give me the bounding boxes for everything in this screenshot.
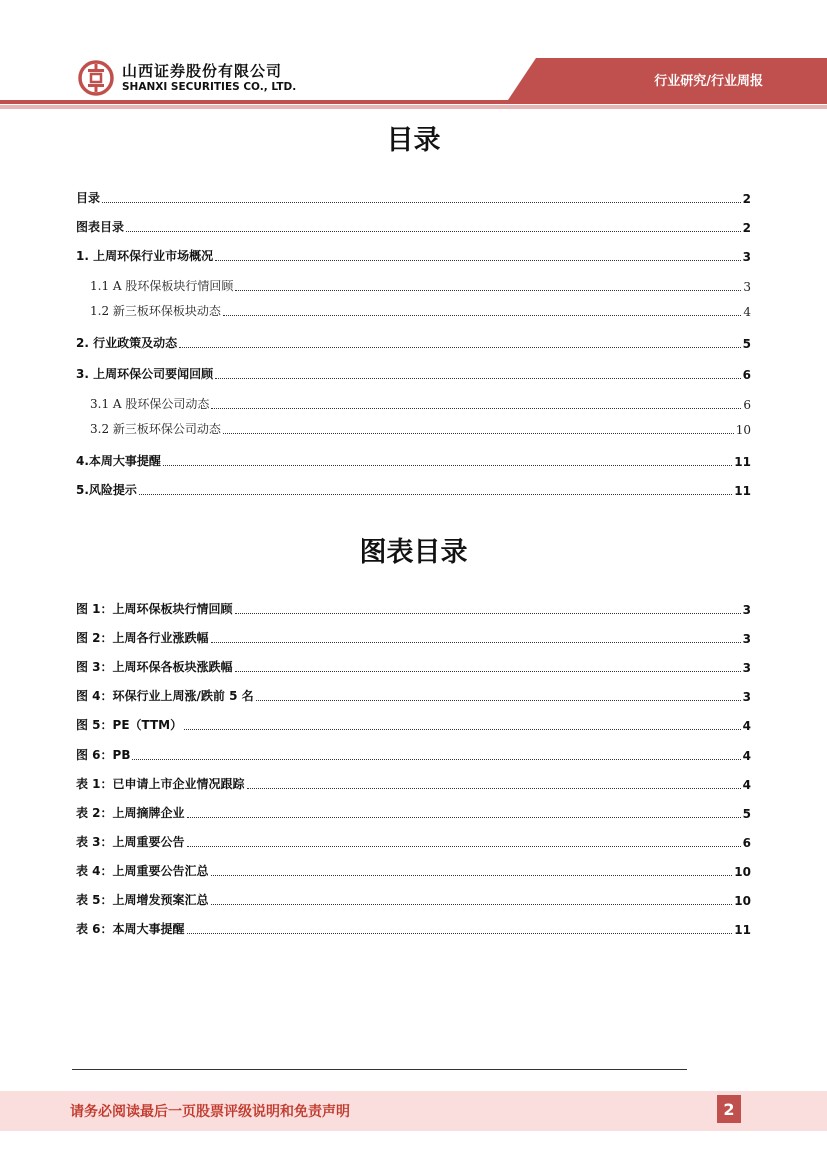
company-name-cn: 山西证券股份有限公司	[122, 62, 283, 80]
toc-entry-page: 2	[742, 192, 751, 206]
toc-entry-page: 11	[734, 484, 751, 498]
header-rule	[0, 100, 827, 104]
figure-entry-page: 10	[734, 894, 751, 908]
figure-entry-label: 图 4：环保行业上周涨/跌前 5 名	[76, 689, 254, 703]
figure-entry-label: 图 1：上周环保板块行情回顾	[76, 602, 233, 616]
toc-entry-label: 1.1 A 股环保板块行情回顾	[90, 279, 234, 293]
toc-entry-page: 5	[742, 337, 751, 351]
figure-entry-page: 6	[742, 836, 751, 850]
dot-leader	[184, 728, 741, 730]
toc-entry-page: 4	[743, 305, 751, 319]
figure-entry[interactable]	[76, 803, 751, 821]
toc-title: 目录	[386, 125, 441, 156]
toc-entry[interactable]	[76, 217, 751, 235]
figure-entry-page: 3	[742, 603, 751, 617]
toc-entry-page: 2	[742, 221, 751, 235]
toc-entry-page: 3	[743, 280, 751, 294]
toc-entry[interactable]	[90, 394, 751, 412]
dot-leader	[187, 932, 733, 934]
figure-entry-label: 图 2：上周各行业涨跌幅	[76, 631, 209, 645]
toc-entry[interactable]	[76, 333, 751, 351]
figure-entry[interactable]	[76, 919, 751, 937]
figure-entry[interactable]	[76, 715, 751, 733]
toc-entry-label: 3. 上周环保公司要闻回顾	[76, 367, 214, 381]
page-header	[0, 0, 827, 110]
toc-entry[interactable]	[90, 301, 751, 319]
figure-entry-label: 表 6：本周大事提醒	[76, 922, 185, 936]
dot-leader	[211, 407, 741, 409]
figure-entry-label: 表 4：上周重要公告汇总	[76, 864, 209, 878]
figure-entry[interactable]	[76, 861, 751, 879]
figure-entry-label: 表 1：已申请上市企业情况跟踪	[76, 777, 245, 791]
figure-entry-page: 3	[742, 632, 751, 646]
toc-entry[interactable]	[76, 480, 751, 498]
toc-entry-label: 2. 行业政策及动态	[76, 336, 178, 350]
figures-title: 图表目录	[359, 537, 468, 568]
figure-entry-page: 3	[742, 690, 751, 704]
toc-entry-page: 11	[734, 455, 751, 469]
toc-entry-label: 3.1 A 股环保公司动态	[90, 397, 210, 411]
dot-leader	[256, 699, 741, 701]
toc-entry-label: 1.2 新三板环保板块动态	[90, 304, 221, 318]
figure-entry[interactable]	[76, 657, 751, 675]
dot-leader	[223, 314, 741, 316]
dot-leader	[187, 816, 741, 818]
toc-entry-page: 6	[743, 398, 751, 412]
toc-entry-label: 5.风险提示	[76, 483, 137, 497]
toc-entry-page: 6	[742, 368, 751, 382]
toc-entry-page: 3	[742, 250, 751, 264]
figure-entry[interactable]	[76, 832, 751, 850]
toc-entry[interactable]	[76, 188, 751, 206]
figure-entry[interactable]	[76, 890, 751, 908]
dot-leader	[211, 641, 741, 643]
toc-entry-label: 目录	[76, 191, 101, 205]
dot-leader	[247, 787, 741, 789]
toc-entry-label: 图表目录	[76, 220, 125, 234]
footer-rule	[72, 1069, 687, 1070]
toc-entry-label: 1. 上周环保行业市场概况	[76, 249, 214, 263]
figure-entry-label: 图 5：PE（TTM）	[76, 718, 183, 732]
figure-entry-label: 表 5：上周增发预案汇总	[76, 893, 209, 907]
dot-leader	[235, 289, 741, 291]
figure-entry-page: 3	[742, 661, 751, 675]
dot-leader	[102, 201, 741, 203]
figure-entry-label: 图 3：上周环保各板块涨跌幅	[76, 660, 233, 674]
toc-entry-label: 3.2 新三板环保公司动态	[90, 422, 221, 436]
figure-entry-page: 5	[742, 807, 751, 821]
dot-leader	[211, 874, 733, 876]
dot-leader	[126, 230, 741, 232]
toc-entry[interactable]	[90, 276, 751, 294]
shanxi-securities-logo-icon	[78, 60, 114, 96]
dot-leader	[179, 346, 741, 348]
figure-entry-label: 表 2：上周摘牌企业	[76, 806, 185, 820]
dot-leader	[235, 612, 741, 614]
dot-leader	[215, 259, 741, 261]
dot-leader	[139, 493, 732, 495]
dot-leader	[132, 758, 740, 760]
dot-leader	[163, 464, 732, 466]
figure-entry[interactable]	[76, 745, 751, 763]
figure-entry-page: 4	[742, 719, 751, 733]
figure-entry-label: 表 3：上周重要公告	[76, 835, 185, 849]
toc-entry[interactable]	[76, 364, 751, 382]
figure-entry[interactable]	[76, 599, 751, 617]
page-number: 2	[717, 1095, 741, 1123]
figure-entry[interactable]	[76, 686, 751, 704]
figure-entry[interactable]	[76, 774, 751, 792]
dot-leader	[223, 432, 734, 434]
header-rule-light	[0, 105, 827, 109]
report-type-label: 行业研究/行业周报	[654, 74, 763, 89]
figure-entry-page: 10	[734, 865, 751, 879]
dot-leader	[215, 377, 741, 379]
figure-entry-page: 11	[734, 923, 751, 937]
figure-entry-label: 图 6：PB	[76, 748, 131, 762]
toc-entry[interactable]	[76, 451, 751, 469]
toc-entry[interactable]	[76, 246, 751, 264]
figure-entry-page: 4	[742, 749, 751, 763]
figure-entry-page: 4	[742, 778, 751, 792]
dot-leader	[211, 903, 733, 905]
toc-entry-page: 10	[735, 423, 751, 437]
company-name-en: SHANXI SECURITIES CO., LTD.	[122, 81, 297, 93]
toc-entry[interactable]	[90, 419, 751, 437]
footer-disclaimer: 请务必阅读最后一页股票评级说明和免责声明	[70, 1104, 350, 1120]
toc-entry-label: 4.本周大事提醒	[76, 454, 161, 468]
figure-entry[interactable]	[76, 628, 751, 646]
dot-leader	[187, 845, 741, 847]
dot-leader	[235, 670, 741, 672]
